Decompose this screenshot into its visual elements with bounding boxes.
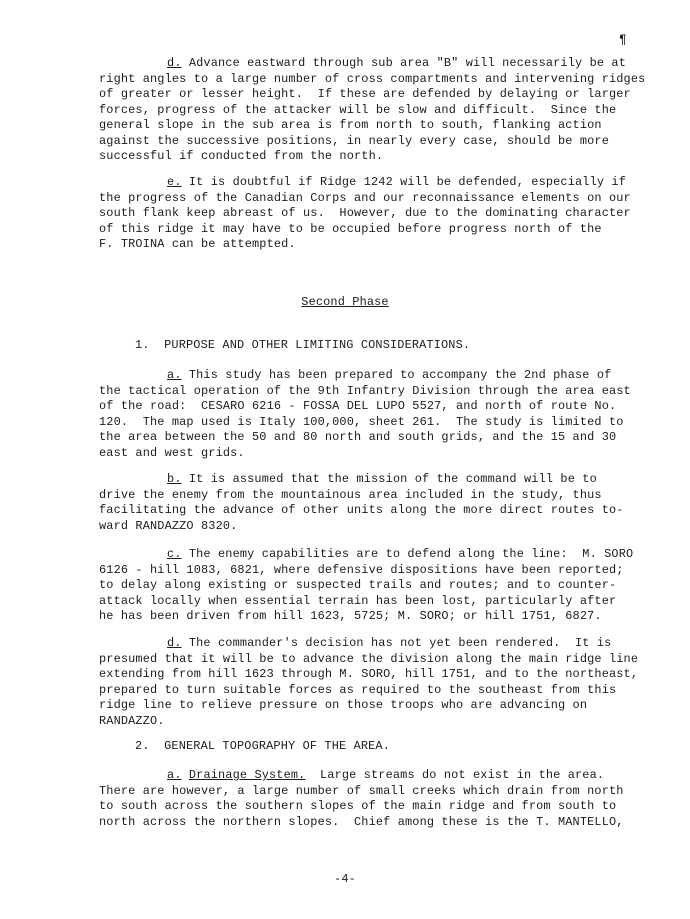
paragraph-a-study-scope (99, 368, 659, 461)
paragraph-line: against the successive positions, in nearly every case, should be more (99, 133, 609, 148)
paragraph-marker: d. (167, 56, 182, 70)
paragraph-marker: a. (167, 368, 182, 382)
paragraph-marker: e. (167, 175, 182, 189)
paragraph-first-line: It is assumed that the mission of the command will be to (181, 472, 597, 486)
paragraph-line: facilitating the advance of other units along the more direct routes to- (99, 503, 624, 517)
paragraph-marker: a. (167, 768, 182, 782)
paragraph-e-ridge-1242 (99, 175, 659, 253)
paragraph-line: RANDAZZO. (99, 713, 165, 728)
paragraph-first-line: Large streams do not exist in the area. (305, 768, 605, 782)
paragraph-line: 120. The map used is Italy 100,000, sheet 261. The study is limited to (99, 414, 624, 429)
paragraph-line: There are however, a large number of small creeks which drain from north (99, 783, 624, 798)
paragraph-line: he has been driven from hill 1623, 5725; M. SORO; or hill 1751, 6827. (99, 609, 602, 623)
paragraph-line: east and west grids. (99, 445, 245, 460)
paragraph-line: to delay along existing or suspected trails and routes; and to counter- (99, 578, 617, 592)
page-number: -4- (334, 872, 356, 886)
paragraph-first-line: This study has been prepared to accompany the 2nd phase of (181, 368, 612, 382)
paragraph-first-line: Advance eastward through sub area "B" will necessarily be at (181, 56, 626, 70)
paragraph-line: 6126 - hill 1083, 6821, where defensive dispositions have been reported; (99, 562, 624, 577)
paragraph-line: general slope in the sub area is from north to south, flanking action (99, 118, 602, 132)
paragraph-title: Drainage System. (188, 768, 306, 782)
paragraph-a-drainage-system (99, 768, 659, 830)
paragraph-line: F. TROINA can be attempted. (99, 237, 296, 251)
paragraph-line: the area between the 50 and 80 north and south grids, and the 15 and 30 (99, 430, 617, 444)
paragraph-line: south flank keep abreast of us. However, due to the dominating character (99, 206, 631, 220)
section-heading-topography: 2. GENERAL TOPOGRAPHY OF THE AREA. (135, 739, 390, 753)
paragraph-line: ridge line to relieve pressure on those troops who are advancing on (99, 698, 588, 712)
paragraph-marker: d. (167, 636, 182, 650)
paragraph-line: of the road: CESARO 6216 - FOSSA DEL LUPO 5527, and north of route No. (99, 399, 617, 413)
phase-heading-wrap (0, 295, 690, 311)
phase-heading: Second Phase (301, 295, 389, 309)
paragraph-line: presumed that it will be to advance the division along the main ridge line (99, 651, 639, 666)
paragraph-line: the progress of the Canadian Corps and our reconnaissance elements on our (99, 190, 631, 205)
paragraph-marker: b. (167, 472, 182, 486)
corner-mark: ¶ (619, 32, 627, 47)
paragraph-line: forces, progress of the attacker will be slow and difficult. Since the (99, 102, 617, 117)
paragraph-line: the tactical operation of the 9th Infantry Division through the area east (99, 383, 631, 398)
paragraph-b-mission (99, 472, 659, 534)
paragraph-line: successful if conducted from the north. (99, 149, 384, 163)
paragraph-line: of greater or lesser height. If these are defended by delaying or larger (99, 87, 631, 101)
paragraph-line: to south across the southern slopes of the main ridge and from south to (99, 799, 617, 813)
paragraph-line: extending from hill 1623 through M. SORO, hill 1751, and to the northeast, (99, 667, 639, 681)
paragraph-first-line: The commander's decision has not yet been rendered. It is (181, 636, 612, 650)
paragraph-c-enemy-capabilities (99, 547, 659, 625)
paragraph-line: drive the enemy from the mountainous area included in the study, thus (99, 487, 602, 502)
paragraph-line: right angles to a large number of cross compartments and intervening ridges (99, 71, 646, 86)
paragraph-line: ward RANDAZZO 8320. (99, 518, 238, 533)
section-heading-purpose: 1. PURPOSE AND OTHER LIMITING CONSIDERATIONS. (135, 338, 471, 352)
paragraph-line: north across the northern slopes. Chief among these is the T. MANTELLO, (99, 814, 624, 829)
paragraph-marker: c. (167, 547, 182, 561)
paragraph-d-advance-eastward (99, 56, 659, 165)
paragraph-line: of this ridge it may have to be occupied before progress north of the (99, 221, 602, 236)
paragraph-first-line: It is doubtful if Ridge 1242 will be defended, especially if (181, 175, 626, 189)
paragraph-line: attack locally when essential terrain has been lost, particularly after (99, 593, 617, 608)
paragraph-line: prepared to turn suitable forces as required to the southeast from this (99, 682, 617, 697)
paragraph-first-line: The enemy capabilities are to defend along the line: M. SORO (181, 547, 634, 561)
paragraph-d-commander-decision (99, 636, 659, 729)
